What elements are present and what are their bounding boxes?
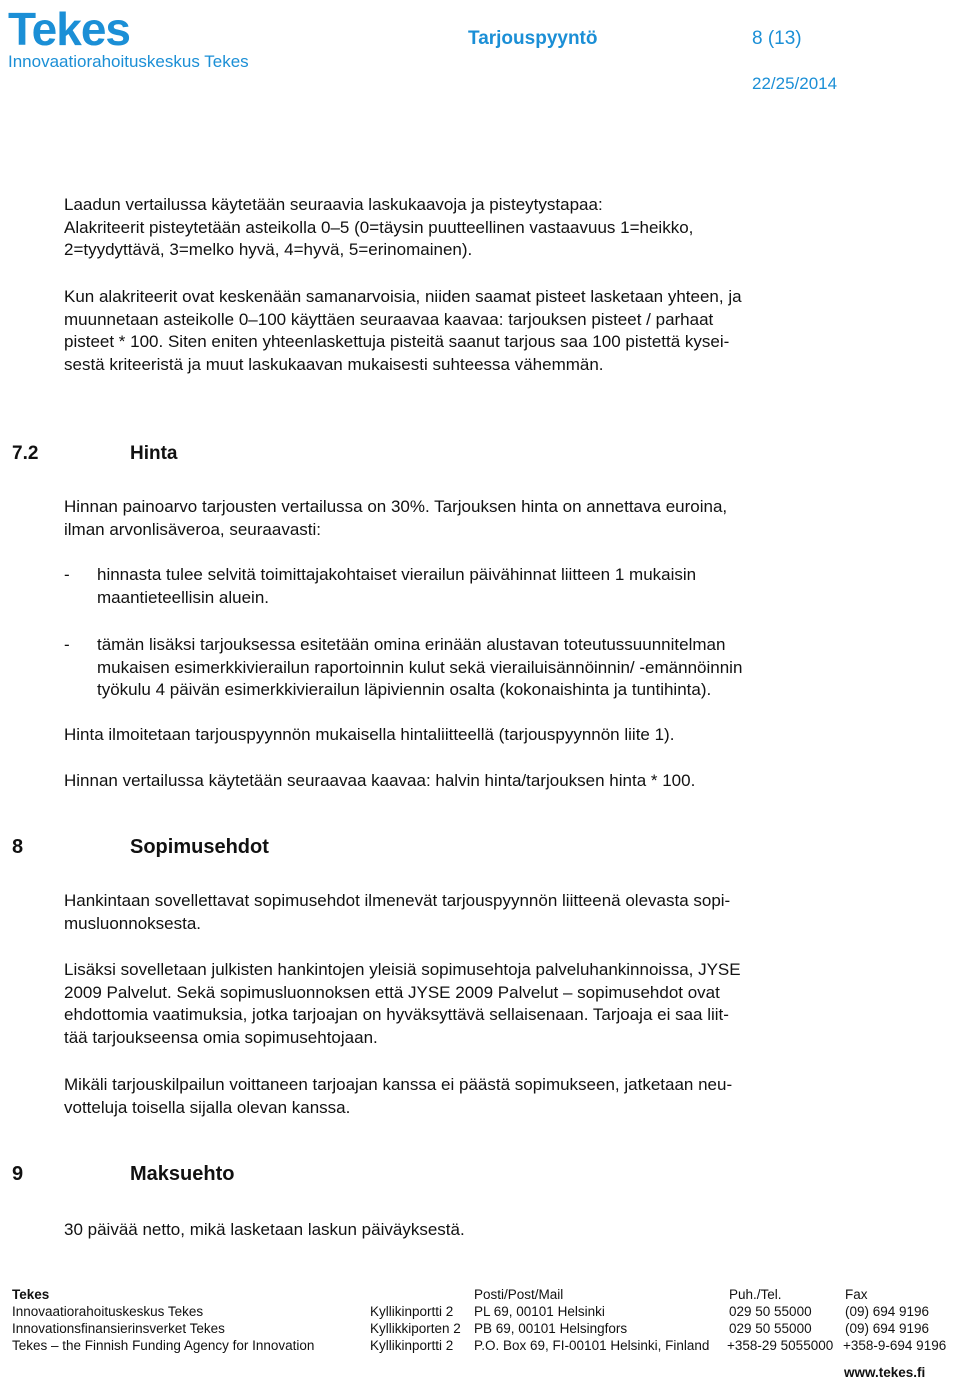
section-number: 7.2	[12, 443, 39, 464]
footer-fax: (09) 694 9196	[845, 1321, 930, 1336]
terms-paragraph-3	[64, 1074, 732, 1119]
text-line: musluonnoksesta.	[64, 913, 202, 933]
text-line: tää tarjoukseensa omia sopimusehtojaan.	[64, 1027, 378, 1047]
footer-col-phone: Puh./Tel.	[729, 1287, 782, 1302]
subcriteria-paragraph	[64, 286, 742, 376]
organization-name: Innovaatiorahoituskeskus Tekes	[8, 52, 249, 71]
footer-phone: +358-29 5055000	[727, 1338, 834, 1353]
footer-postal: P.O. Box 69, FI-00101 Helsinki, Finland	[474, 1338, 710, 1353]
footer-col-postal: Posti/Post/Mail	[474, 1287, 564, 1302]
text-line: maantieteellisin aluein.	[97, 587, 269, 607]
text-line: pisteet * 100. Siten eniten yhteenlaskettuja pisteitä saanut tarjous saa 100 pistettä kysei-	[64, 332, 730, 352]
text-line: sestä kriteeristä ja muut laskukaavan mukaisesti suhteessa vähemmän.	[64, 354, 604, 374]
bullet-dash: -	[64, 565, 70, 584]
footer-name: Innovaatiorahoituskeskus Tekes	[12, 1304, 204, 1319]
text-line: hinnasta tulee selvitä toimittajakohtaiset vierailun päivähinnat liitteen 1 mukaisin	[97, 565, 697, 584]
bullet-item	[97, 634, 742, 702]
text-line: Kun alakriteerit ovat keskenään samanarvoisia, niiden saamat pisteet lasketaan yhteen, ja	[64, 287, 742, 306]
text-line: 2=tyydyttävä, 3=melko hyvä, 4=hyvä, 5=erinomainen).	[64, 240, 473, 260]
footer-col-fax: Fax	[845, 1287, 868, 1302]
price-form-paragraph: Hinta ilmoitetaan tarjouspyynnön mukaisella hintaliitteellä (tarjouspyynnön liite 1).	[64, 725, 675, 744]
text-line: Alakriteerit pisteytetään asteikolla 0–5 (0=täysin puutteellinen vastaavuus 1=heikko,	[64, 217, 694, 237]
footer-street: Kyllikinportti 2	[370, 1338, 454, 1353]
footer-fax: +358-9-694 9196	[843, 1338, 947, 1353]
text-line: ilman arvonlisäveroa, seuraavasti:	[64, 519, 322, 539]
text-line: Mikäli tarjouskilpailun voittaneen tarjoajan kanssa ei päästä sopimukseen, jatketaan neu-	[64, 1075, 733, 1094]
footer-street: Kyllikinportti 2	[370, 1304, 454, 1319]
bullet-dash: -	[64, 635, 70, 654]
footer-street: Kyllikkiporten 2	[370, 1321, 461, 1336]
section-number: 9	[12, 1163, 24, 1185]
price-formula-paragraph: Hinnan vertailussa käytetään seuraavaa kaavaa: halvin hinta/tarjouksen hinta * 100.	[64, 771, 696, 790]
bullet-item	[97, 564, 696, 609]
text-line: 2009 Palvelut. Sekä sopimusluonnoksen että JYSE 2009 Palvelut – sopimusehdot ovat	[64, 982, 720, 1002]
text-line: Laadun vertailussa käytetään seuraavia laskukaavoja ja pisteytystapaa:	[64, 195, 603, 214]
section-heading: Hinta	[130, 443, 178, 464]
section-number: 8	[12, 836, 24, 858]
text-line: ehdottomia vaatimuksia, jotka tarjoajan on hyväksyttävä sellaisenaan. Tarjoaja ei saa liit-	[64, 1005, 729, 1025]
terms-paragraph-1	[64, 890, 730, 935]
text-line: tämän lisäksi tarjouksessa esitetään omina erinään alustavan toteutussuunnitelman	[97, 635, 726, 654]
text-line: mukaisen esimerkkivierailun raportoinnin kulut sekä vierailuisännöinnin/ -emännöinnin	[97, 657, 743, 677]
footer-phone: 029 50 55000	[729, 1304, 812, 1319]
footer-phone: 029 50 55000	[729, 1321, 812, 1336]
text-line: votteluja toisella sijalla olevan kanssa.	[64, 1097, 351, 1117]
footer-name: Innovationsfinansierinsverket Tekes	[12, 1321, 225, 1336]
intro-paragraph	[64, 194, 693, 262]
document-date: 22/25/2014	[752, 74, 838, 93]
footer-postal: PL 69, 00101 Helsinki	[474, 1304, 605, 1319]
document-title: Tarjouspyyntö	[468, 28, 598, 49]
footer-name: Tekes – the Finnish Funding Agency for Innovation	[12, 1338, 315, 1353]
footer-fax: (09) 694 9196	[845, 1304, 930, 1319]
section-heading: Sopimusehdot	[130, 836, 269, 858]
price-paragraph	[64, 496, 727, 541]
terms-paragraph-2	[64, 959, 741, 1049]
footer-postal: PB 69, 00101 Helsingfors	[474, 1321, 628, 1336]
section-heading: Maksuehto	[130, 1163, 235, 1185]
text-line: Hinnan painoarvo tarjousten vertailussa on 30%. Tarjouksen hinta on annettava euroina,	[64, 497, 728, 516]
payment-paragraph: 30 päivää netto, mikä lasketaan laskun päiväyksestä.	[64, 1220, 465, 1239]
footer-website-link[interactable]: www.tekes.fi	[844, 1365, 926, 1380]
text-line: Hankintaan sovellettavat sopimusehdot ilmenevät tarjouspyynnön liitteenä olevasta sopi-	[64, 891, 731, 910]
text-line: muunnetaan asteikolle 0–100 käyttäen seuraavaa kaavaa: tarjouksen pisteet / parhaat	[64, 309, 714, 329]
tekes-logo: Tekes	[8, 3, 131, 55]
text-line: Lisäksi sovelletaan julkisten hankintojen yleisiä sopimusehtoja palveluhankinnoissa, JYSE	[64, 960, 741, 979]
page-number: 8 (13)	[752, 28, 802, 49]
text-line: työkulu 4 päivän esimerkkivierailun läpiviennin osalta (kokonaishinta ja tuntihinta).	[97, 680, 712, 700]
footer-company: Tekes	[12, 1287, 50, 1302]
